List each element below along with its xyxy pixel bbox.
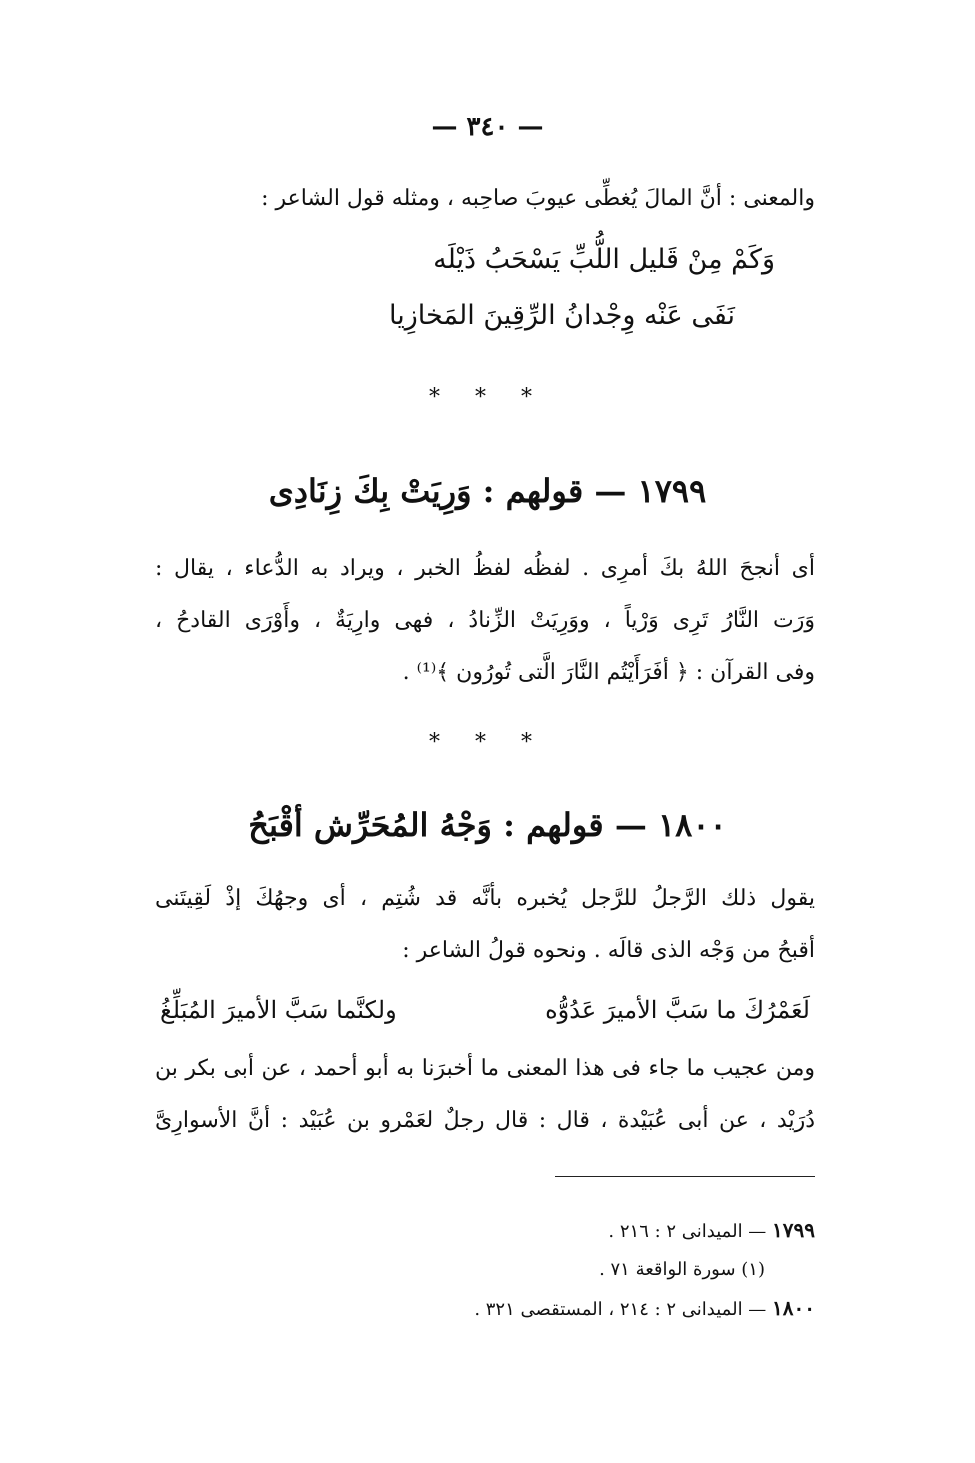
hemistich-left: ولكنَّما سَبَّ الأميرَ المُبَلِّغُ: [160, 996, 397, 1024]
entry-1800-line-1: يقول ذلك الرَّجلُ للرَّجل يُخبره بأنَّه قد شُتِم ، أى وجهُكَ إذْ لَقِيتَنى: [155, 886, 815, 911]
entry-1800-line-2: أقبحُ من وَجْه الذى قالَه . ونحوه قولُ الشاعر :: [402, 938, 815, 963]
heading-dash: —: [614, 806, 647, 844]
heading-dash: —: [594, 472, 627, 510]
footnote-1800: [474, 1294, 815, 1324]
footnote-text: — الميدانى ٢ : ٢١٤ ، المستقصى ٣٢١ .: [474, 1299, 767, 1320]
entry-title: قولهم : وَرِيَتْ بِكَ زِنَادِى: [268, 472, 584, 510]
footnote-text: — الميدانى ٢ : ٢١٦ .: [608, 1221, 767, 1242]
verse-line-2: نَفَى عَنْه وِجْدانُ الرِّقِينَ المَخازِيا: [389, 300, 735, 331]
entry-1799-line-1: أى أنجحَ اللهُ بكَ أمرِى . لفظُه لفظُ الخبر ، ويراد به الدُّعاء ، يقال :: [155, 556, 815, 581]
entry-heading-1800: [0, 800, 975, 850]
entry-1799-line-3: وفى القرآن : ﴿ أفَرَأَيْتُم النَّارَ الَّتى تُورُون ﴾⁽¹⁾ .: [402, 660, 815, 685]
entry-1800-line-4: دُرَيْد ، عن أبى عُبَيْدة ، قال : قال رجلٌ لعَمْرو بن عُبَيْد : أنَّ الأسوارِىَّ: [155, 1108, 815, 1133]
entry-number: ١٨٠٠: [657, 806, 727, 844]
footnote-label: (١): [741, 1259, 765, 1280]
entry-title: قولهم : وَجْهُ المُحَرِّش أقْبَحُ: [248, 806, 604, 844]
section-separator: * * *: [429, 730, 546, 755]
footnote-1: [599, 1256, 765, 1284]
footnote-text: سورة الواقعة ٧١ .: [599, 1259, 736, 1280]
page-number: — ٣٤٠ —: [431, 112, 544, 142]
hemistich-right: لَعَمْرُكَ ما سَبَّ الأميرَ عَدُوُّه: [545, 996, 810, 1024]
entry-heading-1799: [0, 466, 975, 516]
intro-text: والمعنى : أنَّ المالَ يُغطِّى عيوبَ صاحِبه ، ومثله قول الشاعر :: [261, 186, 815, 211]
footnote-1799: [608, 1216, 815, 1246]
section-separator: * * *: [429, 385, 546, 410]
entry-number: ١٧٩٩: [637, 472, 707, 510]
footnote-divider: [555, 1176, 815, 1177]
footnote-label: ١٨٠٠: [772, 1296, 815, 1320]
entry-1800-line-3: ومن عجيب ما جاء فى هذا المعنى ما أخبرَنا به أبو أحمد ، عن أبى بكر بن: [155, 1056, 815, 1081]
verse-line-1: وَكَمْ مِنْ قَليل اللُّبِّ يَسْحَبُ ذَيْلَه: [433, 244, 775, 275]
footnote-label: ١٧٩٩: [772, 1218, 815, 1242]
poem-verse: [160, 990, 810, 1030]
entry-1799-line-2: وَرَت النَّارُ تَرِى وَرْياً ، ووَرِيَتْ الزِّنادُ ، فهى وارِيَةٌ ، وأَوْرَى القادحُ ،: [155, 608, 815, 633]
